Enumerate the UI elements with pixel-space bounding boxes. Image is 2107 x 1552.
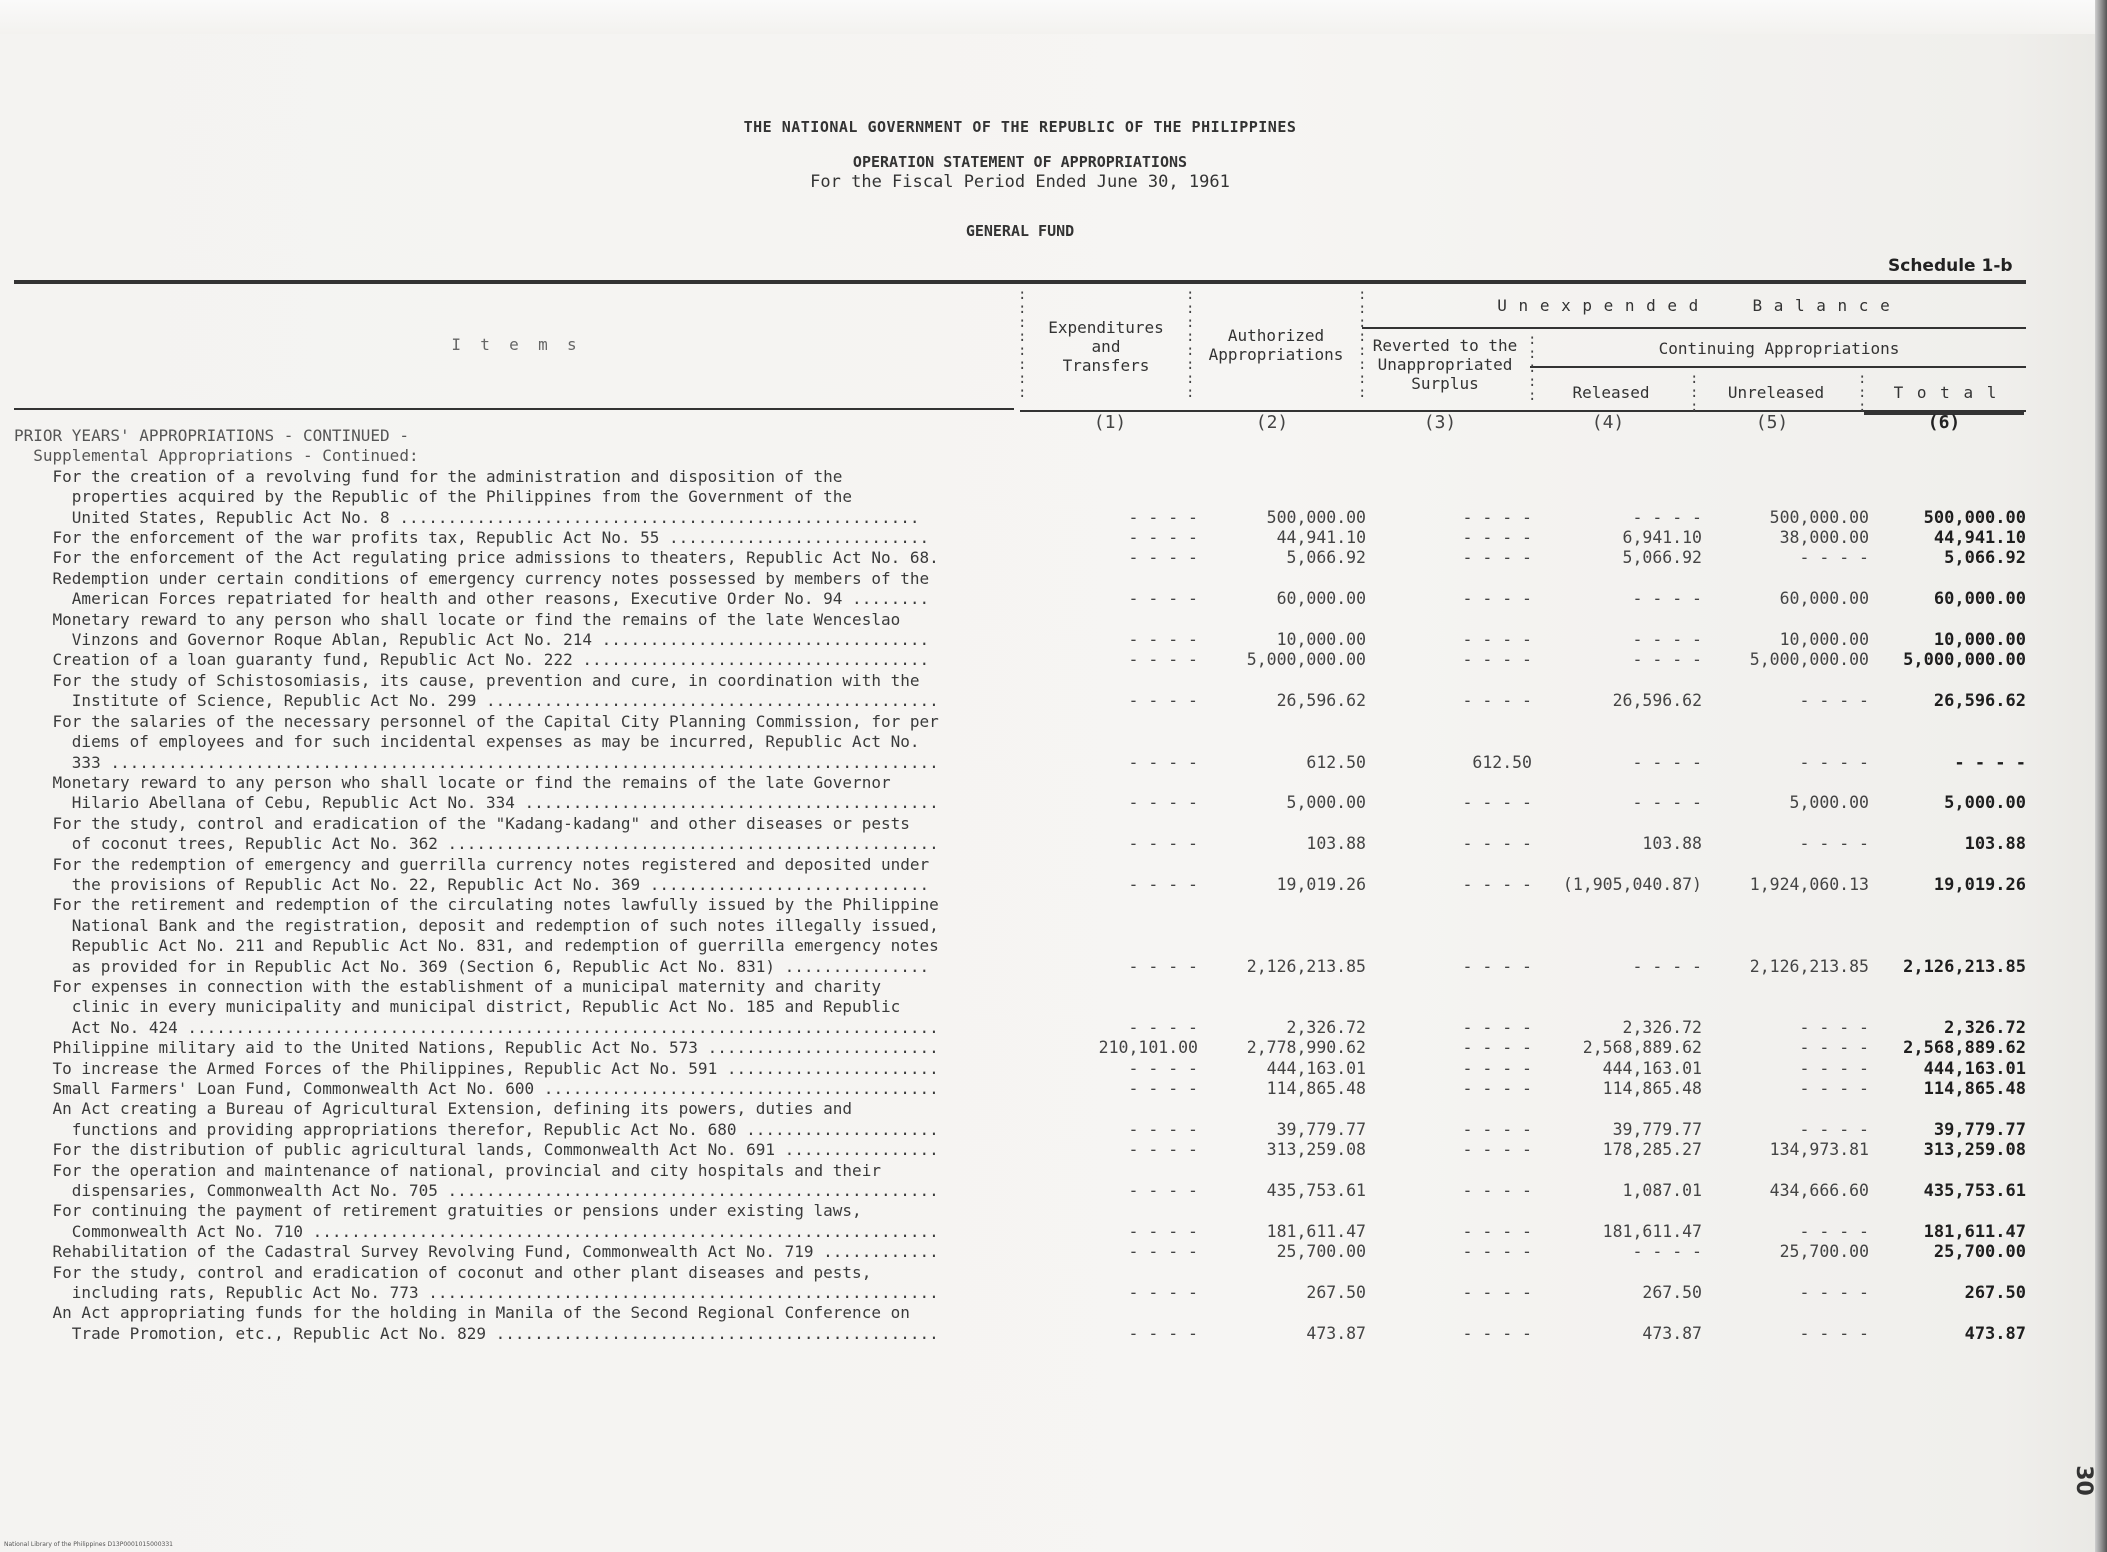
table-row (14, 1263, 2024, 1304)
authorized-value: 60,000.00 (1276, 589, 1366, 609)
expenditures-value: - - - - (1128, 752, 1198, 772)
row-values (14, 528, 2024, 548)
column-number-6: (6) (1927, 412, 1961, 433)
unreleased-value: - - - - (1799, 834, 1869, 854)
expenditures-value: - - - - (1128, 793, 1198, 813)
item-description-line: dispensaries, Commonwealth Act No. 705 ................................................... (14, 1181, 939, 1201)
expenditures-column-header (1028, 318, 1184, 375)
unreleased-value: 2,126,213.85 (1749, 956, 1869, 976)
authorized-value: 444,163.01 (1266, 1058, 1366, 1078)
expenditures-value: - - - - (1128, 528, 1198, 548)
unreleased-value: - - - - (1799, 1323, 1869, 1343)
item-description-line: Philippine military aid to the United Nations, Republic Act No. 573 ........................ (14, 1038, 939, 1058)
total-value: 473.87 (1964, 1323, 2026, 1344)
unreleased-value: - - - - (1799, 1283, 1869, 1303)
row-values (14, 1222, 2024, 1242)
total-value: 26,596.62 (1933, 691, 2026, 712)
authorized-value: 435,753.61 (1266, 1181, 1366, 1201)
table-row (14, 1140, 2024, 1160)
item-description-line: Monetary reward to any person who shall locate or find the remains of the late Governor (14, 772, 891, 792)
authorized-value: 44,941.10 (1276, 528, 1366, 548)
government-title: THE NATIONAL GOVERNMENT OF THE REPUBLIC OF THE PHILIPPINES (743, 118, 1297, 136)
reverted-value: - - - - (1462, 1017, 1532, 1037)
released-value: 103.88 (1642, 834, 1702, 854)
reverted-value: - - - - (1462, 874, 1532, 894)
total-value: 2,126,213.85 (1903, 956, 2026, 977)
table-row (14, 1242, 2024, 1262)
reverted-value: - - - - (1462, 528, 1532, 548)
authorized-value: 103.88 (1306, 834, 1366, 854)
table-row (14, 528, 2024, 548)
total-value: 19,019.26 (1933, 874, 2026, 895)
column-separator: : : : : : : : : (1186, 287, 1195, 401)
reverted-value: - - - - (1462, 691, 1532, 711)
authorized-value: 10,000.00 (1276, 630, 1366, 650)
expenditures-value: - - - - (1128, 1323, 1198, 1343)
item-description-line: of coconut trees, Republic Act No. 362 ................................................... (14, 834, 939, 854)
item-description-line: Republic Act No. 211 and Republic Act No. 831, and redemption of guerrilla emergency notes (14, 936, 939, 956)
column-separator: : : : : : (1528, 332, 1537, 404)
expenditures-value: - - - - (1128, 691, 1198, 711)
scan-top-edge (0, 0, 2107, 34)
released-value: - - - - (1632, 752, 1702, 772)
unreleased-value: 10,000.00 (1779, 630, 1869, 650)
item-description-line: American Forces repatriated for health and other reasons, Executive Order No. 94 ........ (14, 589, 930, 609)
item-description-line: For expenses in connection with the establishment of a municipal maternity and charity (14, 976, 881, 996)
released-value: 114,865.48 (1602, 1079, 1702, 1098)
total-value: 2,326.72 (1944, 1017, 2026, 1038)
reverted-value: - - - - (1462, 1119, 1532, 1139)
row-values (14, 548, 2024, 568)
row-values (14, 875, 2024, 895)
reverted-header-line: Surplus (1411, 374, 1479, 393)
expenditures-value: - - - - (1128, 1140, 1198, 1160)
item-description-line: For the salaries of the necessary personnel of the Capital City Planning Commission, for per (14, 711, 939, 731)
table-row (14, 610, 2024, 651)
unreleased-value: 5,000.00 (1789, 793, 1869, 813)
expenditures-value: - - - - (1128, 1283, 1198, 1303)
appropriations-table (14, 426, 2024, 1344)
reverted-value: - - - - (1462, 834, 1532, 854)
authorized-value: 5,000.00 (1286, 793, 1366, 813)
expenditures-value: - - - - (1128, 1079, 1198, 1098)
row-values (14, 508, 2024, 528)
item-description-line: Rehabilitation of the Cadastral Survey Revolving Fund, Commonwealth Act No. 719 ............ (14, 1242, 939, 1262)
item-description-line: diems of employees and for such incidental expenses as may be incurred, Republic Act No. (14, 732, 920, 752)
released-value: - - - - (1632, 507, 1702, 527)
column-number-4: (4) (1591, 412, 1625, 433)
row-values (14, 1324, 2024, 1344)
reverted-column-header (1362, 336, 1528, 393)
row-values (14, 1018, 2024, 1038)
reverted-value: - - - - (1462, 1181, 1532, 1201)
authorized-value: 2,126,213.85 (1246, 956, 1366, 976)
total-value: 181,611.47 (1923, 1221, 2026, 1242)
total-column-header: T o t a l (1893, 383, 1999, 402)
total-value: 2,568,889.62 (1903, 1038, 2026, 1059)
authorized-value: 473.87 (1306, 1323, 1366, 1343)
released-value: 6,941.10 (1622, 528, 1702, 548)
item-description-line: Hilario Abellana of Cebu, Republic Act No. 334 ........................................... (14, 793, 939, 813)
authorized-value: 114,865.48 (1266, 1079, 1366, 1098)
reverted-header-line: Reverted to the (1372, 336, 1518, 355)
reverted-value: - - - - (1462, 650, 1532, 670)
item-description-line: To increase the Armed Forces of the Philippines, Republic Act No. 591 ...................... (14, 1058, 939, 1078)
unreleased-column-header: Unreleased (1727, 383, 1825, 402)
unreleased-value: - - - - (1799, 1221, 1869, 1241)
row-values (14, 1038, 2024, 1058)
reverted-value: - - - - (1462, 630, 1532, 650)
header-bottom-rule-left (14, 408, 1014, 410)
released-value: 2,326.72 (1622, 1017, 1702, 1037)
row-values (14, 1059, 2024, 1079)
section-heading (14, 426, 2024, 446)
total-value: 435,753.61 (1923, 1181, 2026, 1202)
expenditures-value: - - - - (1128, 548, 1198, 568)
released-value: 473.87 (1642, 1323, 1702, 1343)
column-number-1: (1) (1093, 412, 1127, 433)
reverted-value: - - - - (1462, 1221, 1532, 1241)
fiscal-period: For the Fiscal Period Ended June 30, 1961 (810, 172, 1230, 192)
table-row (14, 650, 2024, 670)
statement-title: OPERATION STATEMENT OF APPROPRIATIONS (852, 153, 1188, 171)
item-description-line: 333 ...................................................................................... (14, 752, 939, 772)
total-value: - - - - (1954, 752, 2026, 773)
released-value: 267.50 (1642, 1283, 1702, 1303)
total-value: 39,779.77 (1933, 1119, 2026, 1140)
released-value: - - - - (1632, 793, 1702, 813)
table-row (14, 569, 2024, 610)
released-value: - - - - (1632, 589, 1702, 609)
continuing-appropriations-header: Continuing Appropriations (1658, 339, 1900, 358)
table-row (14, 773, 2024, 814)
reverted-value: - - - - (1462, 1038, 1532, 1058)
expenditures-value: - - - - (1128, 630, 1198, 650)
item-description-line: United States, Republic Act No. 8 ...................................................... (14, 507, 920, 527)
table-row (14, 467, 2024, 528)
expenditures-value: - - - - (1128, 1181, 1198, 1201)
item-description-line: Trade Promotion, etc., Republic Act No. 829 .............................................. (14, 1323, 939, 1343)
item-description-line: For the enforcement of the war profits tax, Republic Act No. 55 ........................... (14, 528, 930, 548)
item-description-line: National Bank and the registration, deposit and redemption of such notes illegally issued, (14, 915, 939, 935)
reverted-value: - - - - (1462, 1058, 1532, 1078)
items-column-header: I t e m s (451, 335, 577, 354)
item-description-line: For continuing the payment of retirement gratuities or pensions under existing laws, (14, 1201, 862, 1221)
item-description-line: For the retirement and redemption of the circulating notes lawfully issued by the Philippine (14, 895, 939, 915)
row-values (14, 1283, 2024, 1303)
table-row (14, 895, 2024, 977)
table-row (14, 1059, 2024, 1079)
released-value: - - - - (1632, 1242, 1702, 1262)
table-row (14, 548, 2024, 568)
released-value: 444,163.01 (1602, 1058, 1702, 1078)
released-value: - - - - (1632, 956, 1702, 976)
row-values (14, 589, 2024, 609)
authorized-value: 181,611.47 (1266, 1221, 1366, 1241)
authorized-value: 2,778,990.62 (1246, 1038, 1366, 1058)
row-values (14, 793, 2024, 813)
total-value: 5,066.92 (1944, 548, 2026, 569)
unreleased-value: - - - - (1799, 548, 1869, 568)
item-description-line: Creation of a loan guaranty fund, Republic Act No. 222 .................................... (14, 650, 930, 670)
item-description-line: An Act creating a Bureau of Agricultural Extension, defining its powers, duties and (14, 1099, 853, 1119)
released-value: (1,905,040.87) (1562, 874, 1702, 894)
total-value: 444,163.01 (1923, 1058, 2026, 1079)
authorized-value: 26,596.62 (1276, 691, 1366, 711)
reverted-value: - - - - (1462, 1283, 1532, 1303)
schedule-label: Schedule 1-b (1888, 256, 2013, 276)
authorized-header-line: Authorized (1227, 326, 1325, 345)
reverted-value: - - - - (1462, 1079, 1532, 1098)
unreleased-value: 500,000.00 (1769, 507, 1869, 527)
authorized-value: 313,259.08 (1266, 1140, 1366, 1160)
item-description-line: For the study, control and eradication of coconut and other plant diseases and pests, (14, 1262, 872, 1282)
item-description-line: Small Farmers' Loan Fund, Commonwealth Act No. 600 ......................................... (14, 1079, 939, 1098)
item-description-line: as provided for in Republic Act No. 369 (Section 6, Republic Act No. 831) ............... (14, 956, 930, 976)
authorized-header-line: Appropriations (1208, 345, 1344, 364)
reverted-value: - - - - (1462, 548, 1532, 568)
row-values (14, 1181, 2024, 1201)
authorized-value: 19,019.26 (1276, 874, 1366, 894)
authorized-value: 5,066.92 (1286, 548, 1366, 568)
expenditures-value: - - - - (1128, 834, 1198, 854)
item-description-line: including rats, Republic Act No. 773 ..................................................... (14, 1283, 939, 1303)
unreleased-value: 434,666.60 (1769, 1181, 1869, 1201)
reverted-value: - - - - (1462, 1323, 1532, 1343)
unreleased-value: 134,973.81 (1769, 1140, 1869, 1160)
expenditures-value: - - - - (1128, 1119, 1198, 1139)
column-separator: : : : : : : : : (1358, 287, 1367, 401)
released-value: 181,611.47 (1602, 1221, 1702, 1241)
released-value: 2,568,889.62 (1582, 1038, 1702, 1058)
authorized-value: 612.50 (1306, 752, 1366, 772)
table-row (14, 814, 2024, 855)
fund-title: GENERAL FUND (965, 222, 1075, 240)
table-row (14, 977, 2024, 1038)
unreleased-value: 25,700.00 (1779, 1242, 1869, 1262)
authorized-value: 5,000,000.00 (1246, 650, 1366, 670)
expenditures-value: - - - - (1128, 589, 1198, 609)
expenditures-header-line: Transfers (1062, 356, 1150, 375)
total-value: 10,000.00 (1933, 630, 2026, 651)
authorized-value: 2,326.72 (1286, 1017, 1366, 1037)
row-values (14, 630, 2024, 650)
item-description-line: the provisions of Republic Act No. 22, Republic Act No. 369 ............................. (14, 874, 930, 894)
item-description-line: Act No. 424 .............................................................................. (14, 1017, 939, 1037)
archive-footer: National Library of the Philippines D13P0001015000331 (4, 1541, 173, 1548)
expenditures-value: - - - - (1128, 507, 1198, 527)
authorized-column-header (1196, 326, 1356, 364)
table-row (14, 1201, 2024, 1242)
item-description-line: For the study, control and eradication of the "Kadang-kadang" and other diseases or pests (14, 813, 910, 833)
table-row (14, 712, 2024, 773)
released-value: 26,596.62 (1612, 691, 1702, 711)
column-separator: : : : : : : : : (1018, 287, 1027, 401)
authorized-value: 25,700.00 (1276, 1242, 1366, 1262)
item-description-line: For the enforcement of the Act regulating price admissions to theaters, Republic Act No. 68. (14, 548, 939, 568)
table-row (14, 1303, 2024, 1344)
total-value: 5,000,000.00 (1903, 650, 2026, 671)
column-number-5: (5) (1755, 412, 1789, 433)
total-value: 103.88 (1964, 834, 2026, 855)
item-description-line: functions and providing appropriations therefor, Republic Act No. 680 .................... (14, 1119, 939, 1139)
reverted-value: 612.50 (1472, 752, 1532, 772)
authorized-value: 39,779.77 (1276, 1119, 1366, 1139)
reverted-value: - - - - (1462, 589, 1532, 609)
reverted-header-line: Unappropriated (1377, 355, 1513, 374)
item-description-line: For the redemption of emergency and guerrilla currency notes registered and deposited under (14, 854, 930, 874)
column-number-2: (2) (1255, 412, 1289, 433)
item-description-line: Redemption under certain conditions of emergency currency notes possessed by members of the (14, 568, 930, 588)
row-values (14, 1140, 2024, 1160)
item-description-line: Commonwealth Act No. 710 ................................................................. (14, 1221, 939, 1241)
unreleased-value: - - - - (1799, 691, 1869, 711)
row-values (14, 1242, 2024, 1262)
reverted-value: - - - - (1462, 1140, 1532, 1160)
reverted-value: - - - - (1462, 793, 1532, 813)
unreleased-value: 60,000.00 (1779, 589, 1869, 609)
unreleased-value: 1,924,060.13 (1749, 874, 1869, 894)
authorized-value: 267.50 (1306, 1283, 1366, 1303)
table-top-rule (14, 280, 2026, 284)
expenditures-value: - - - - (1128, 650, 1198, 670)
expenditures-value: - - - - (1128, 874, 1198, 894)
column-number-3: (3) (1423, 412, 1457, 433)
item-description-line: For the operation and maintenance of national, provincial and city hospitals and their (14, 1160, 881, 1180)
reverted-value: - - - - (1462, 507, 1532, 527)
released-column-header: Released (1572, 383, 1650, 402)
row-values (14, 957, 2024, 977)
page-number: 30 (2070, 1465, 2096, 1496)
row-values (14, 691, 2024, 711)
released-value: 39,779.77 (1612, 1119, 1702, 1139)
expenditures-value: - - - - (1128, 1058, 1198, 1078)
released-value: 178,285.27 (1602, 1140, 1702, 1160)
table-row (14, 855, 2024, 896)
item-description-line: properties acquired by the Republic of the Philippines from the Government of the (14, 487, 853, 507)
item-description-line: An Act appropriating funds for the holding in Manila of the Second Regional Conference on (14, 1303, 910, 1323)
row-values (14, 753, 2024, 773)
item-description-line: For the creation of a revolving fund for the administration and disposition of the (14, 466, 843, 486)
total-value: 500,000.00 (1923, 507, 2026, 528)
unreleased-value: 5,000,000.00 (1749, 650, 1869, 670)
reverted-value: - - - - (1462, 1242, 1532, 1262)
released-value: - - - - (1632, 630, 1702, 650)
column-separator: : : : (1690, 371, 1699, 415)
expenditures-value: - - - - (1128, 1221, 1198, 1241)
row-values (14, 834, 2024, 854)
total-value: 267.50 (1964, 1283, 2026, 1304)
total-value: 25,700.00 (1933, 1242, 2026, 1263)
row-values (14, 650, 2024, 670)
item-description-line: clinic in every municipality and municipal district, Republic Act No. 185 and Republic (14, 997, 901, 1017)
unreleased-value: 38,000.00 (1779, 528, 1869, 548)
released-value: - - - - (1632, 650, 1702, 670)
table-row (14, 671, 2024, 712)
unreleased-value: - - - - (1799, 1119, 1869, 1139)
table-row (14, 1038, 2024, 1058)
row-values (14, 1079, 2024, 1099)
unreleased-value: - - - - (1799, 1038, 1869, 1058)
table-row (14, 1079, 2024, 1099)
expenditures-header-line: Expenditures (1048, 318, 1164, 337)
item-description-line: For the study of Schistosomiasis, its cause, prevention and cure, in coordination with the (14, 670, 920, 690)
table-row (14, 1099, 2024, 1140)
released-value: 5,066.92 (1622, 548, 1702, 568)
total-value: 5,000.00 (1944, 793, 2026, 814)
table-row (14, 1161, 2024, 1202)
unreleased-value: - - - - (1799, 752, 1869, 772)
total-value: 60,000.00 (1933, 589, 2026, 610)
unexpended-balance-header: U n e x p e n d e d B a l a n c e (1497, 296, 1891, 315)
row-values (14, 1120, 2024, 1140)
item-description-line: Institute of Science, Republic Act No. 299 ............................................... (14, 691, 939, 711)
authorized-value: 500,000.00 (1266, 507, 1366, 527)
unreleased-value: - - - - (1799, 1058, 1869, 1078)
unreleased-value: - - - - (1799, 1017, 1869, 1037)
expenditures-value: 210,101.00 (1098, 1038, 1198, 1058)
item-description-line: Supplemental Appropriations - Continued: (14, 446, 419, 466)
expenditures-header-line: and (1091, 337, 1121, 356)
unreleased-value: - - - - (1799, 1079, 1869, 1098)
unexpended-rule (1362, 327, 2026, 329)
total-value: 313,259.08 (1923, 1140, 2026, 1161)
total-value: 114,865.48 (1923, 1079, 2026, 1099)
continuing-rule (1530, 366, 2026, 368)
section-heading (14, 446, 2024, 466)
column-separator: : : : (1858, 371, 1867, 415)
expenditures-value: - - - - (1128, 956, 1198, 976)
reverted-value: - - - - (1462, 956, 1532, 976)
released-value: 1,087.01 (1622, 1181, 1702, 1201)
total-value: 44,941.10 (1933, 528, 2026, 549)
item-description-line: PRIOR YEARS' APPROPRIATIONS - CONTINUED - (14, 426, 409, 445)
item-description-line: Monetary reward to any person who shall locate or find the remains of the late Wenceslao (14, 609, 901, 629)
item-description-line: For the distribution of public agricultural lands, Commonwealth Act No. 691 ................ (14, 1140, 939, 1160)
expenditures-value: - - - - (1128, 1242, 1198, 1262)
scan-binding-edge (2095, 0, 2107, 1552)
item-description-line: Vinzons and Governor Roque Ablan, Republic Act No. 214 .................................. (14, 630, 930, 650)
expenditures-value: - - - - (1128, 1017, 1198, 1037)
